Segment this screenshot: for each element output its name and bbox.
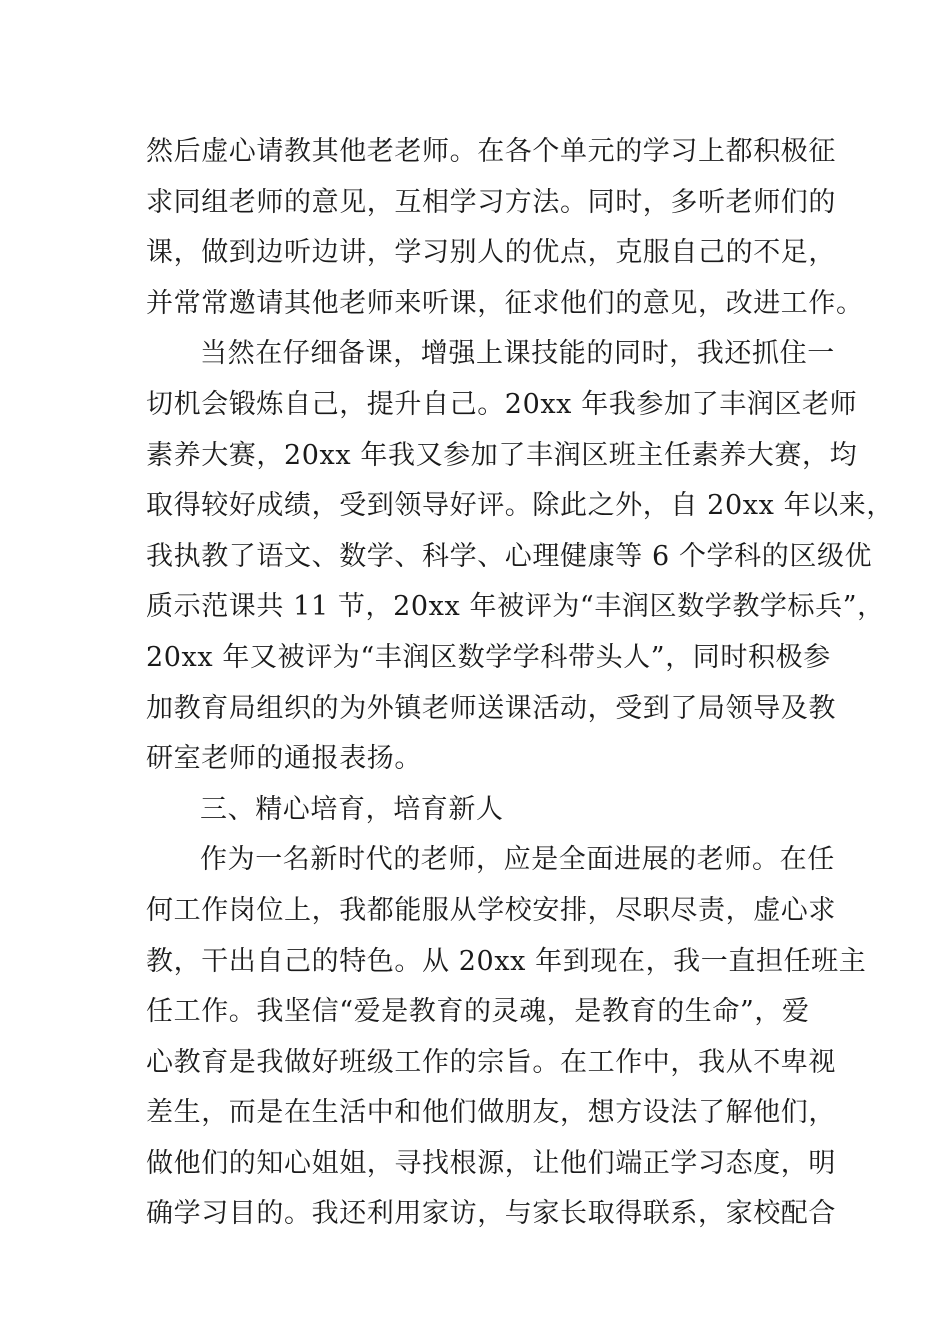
text-line: 并常常邀请其他老师来听课，征求他们的意见，改进工作。: [146, 287, 864, 319]
text-line: 取得较好成绩，受到领导好评。除此之外，自 20xx 年以来，: [146, 490, 894, 522]
text-line: 质示范课共 11 节，20xx 年被评为“丰润区数学教学标兵”，: [146, 591, 885, 623]
text-line: 教，干出自己的特色。从 20xx 年到现在，我一直担任班主: [146, 945, 867, 977]
text-line: 课，做到边听边讲，学习别人的优点，克服自己的不足，: [146, 237, 836, 269]
text-line: 做他们的知心姐姐，寻找根源，让他们端正学习态度，明: [146, 1147, 836, 1179]
text-line: 心教育是我做好班级工作的宗旨。在工作中，我从不卑视: [146, 1046, 836, 1078]
document-body: [146, 127, 894, 1240]
text-line: 20xx 年又被评为“丰润区数学学科带头人”，同时积极参: [146, 641, 831, 673]
text-line: 然后虚心请教其他老老师。在各个单元的学习上都积极征: [146, 136, 836, 167]
text-line: 我执教了语文、数学、科学、心理健康等 6 个学科的区级优: [146, 540, 873, 572]
text-line: 研室老师的通报表扬。: [146, 743, 422, 775]
text-line: 作为一名新时代的老师，应是全面进展的老师。在任: [200, 844, 835, 876]
text-line: 差生，而是在生活中和他们做朋友，想方设法了解他们，: [146, 1097, 836, 1129]
text-line: 求同组老师的意见，互相学习方法。同时，多听老师们的: [146, 186, 836, 218]
text-line: 确学习目的。我还利用家访，与家长取得联系，家校配合: [146, 1198, 836, 1230]
text-line: 任工作。我坚信“爱是教育的灵魂，是教育的生命”，爱: [146, 996, 810, 1028]
text-line: 加教育局组织的为外镇老师送课活动，受到了局领导及教: [146, 692, 836, 724]
text-line: 切机会锻炼自己，提升自己。20xx 年我参加了丰润区老师: [146, 388, 858, 420]
text-line: 何工作岗位上，我都能服从学校安排，尽职尽责，虚心求: [146, 894, 836, 926]
section-heading: 三、精心培育，培育新人: [200, 793, 504, 825]
text-line: 素养大赛，20xx 年我又参加了丰润区班主任素养大赛，均: [146, 439, 858, 471]
text-line: 当然在仔细备课，增强上课技能的同时，我还抓住一: [200, 338, 835, 370]
